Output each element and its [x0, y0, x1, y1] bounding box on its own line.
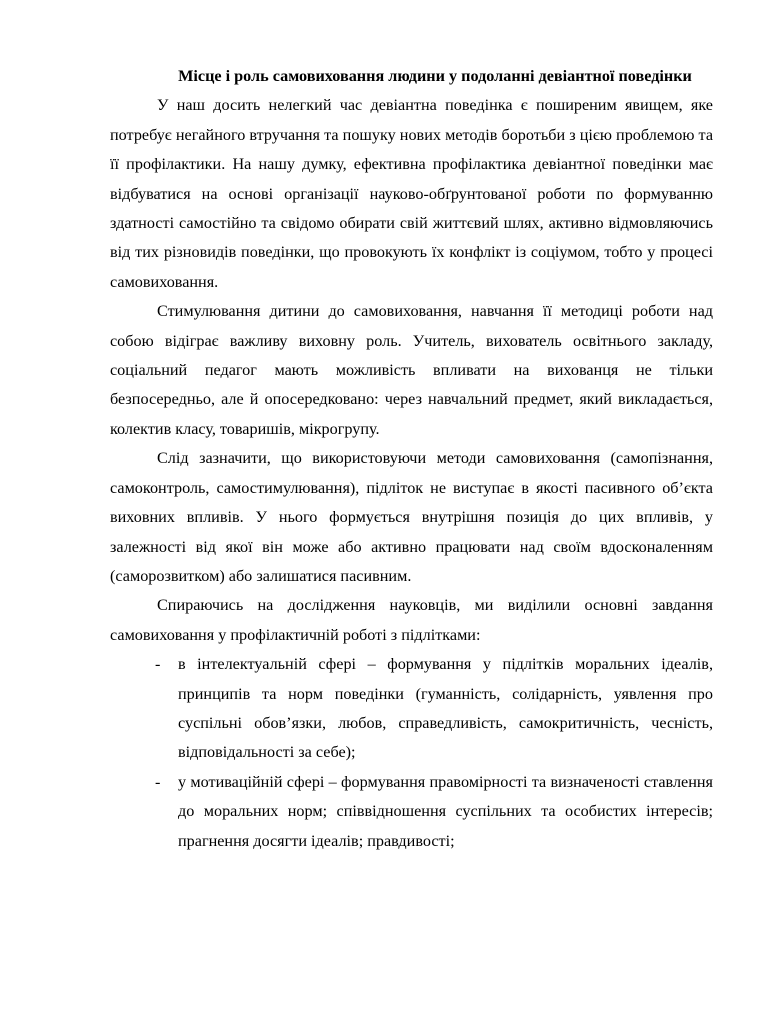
- tasks-list: [110, 650, 713, 856]
- document-page: [110, 62, 713, 856]
- list-item: [155, 768, 713, 856]
- list-item: [155, 650, 713, 768]
- list-item-text: у мотиваційній сфері – формування правомірності та визначеності ставлення до моральних норм; співвідношення суспільних та особистих інтересів; прагнення досягти ідеалів; правдивості;: [178, 772, 713, 850]
- paragraph-tasks-intro: Спираючись на дослідження науковців, ми виділили основні завдання самовиховання у профілактичній роботі з підлітками:: [110, 596, 713, 644]
- document-title: Місце і роль самовиховання людини у подоланні девіантної поведінки: [178, 67, 692, 85]
- paragraph-intro: У наш досить нелегкий час девіантна поведінка є поширеним явищем, яке потребує негайного втручання та пошуку нових методів боротьби з цією проблемою та її профілактики. На нашу думку, ефективна профілактика девіантної поведінки має відбуватися на основі організації науково-обґрунтованої роботи по формуванню здатності самостійно та свідомо обирати свій життєвий шлях, активно відмовляючись від тих різновидів поведінки, що провокують їх конфлікт із соціумом, тобто у процесі самовиховання.: [110, 96, 713, 291]
- list-marker: -: [155, 772, 161, 791]
- paragraph-methods: Слід зазначити, що використовуючи методи самовиховання (самопізнання, самоконтроль, самостимулювання), підліток не виступає в якості пасивного об’єкта виховних впливів. У нього формується внутрішня позиція до цих впливів, у залежності від якої він може або активно працювати над своїм вдосконаленням (саморозвитком) або залишатися пасивним.: [110, 449, 713, 585]
- list-marker: -: [155, 655, 161, 674]
- list-item-text: в інтелектуальній сфері – формування у підлітків моральних ідеалів, принципів та норм поведінки (гуманність, солідарність, уявлення про суспільні обов’язки, любов, справедливість, самокритичність, чесність, відповідальності за себе);: [178, 655, 713, 762]
- paragraph-stimulation: Стимулювання дитини до самовиховання, навчання її методиці роботи над собою відіграє важливу виховну роль. Учитель, вихователь освітнього закладу, соціальний педагог мають можливість впливати на вихованця не тільки безпосередньо, але й опосередковано: через навчальний предмет, який викладається, колектив класу, товаришів, мікрогрупу.: [110, 302, 713, 438]
